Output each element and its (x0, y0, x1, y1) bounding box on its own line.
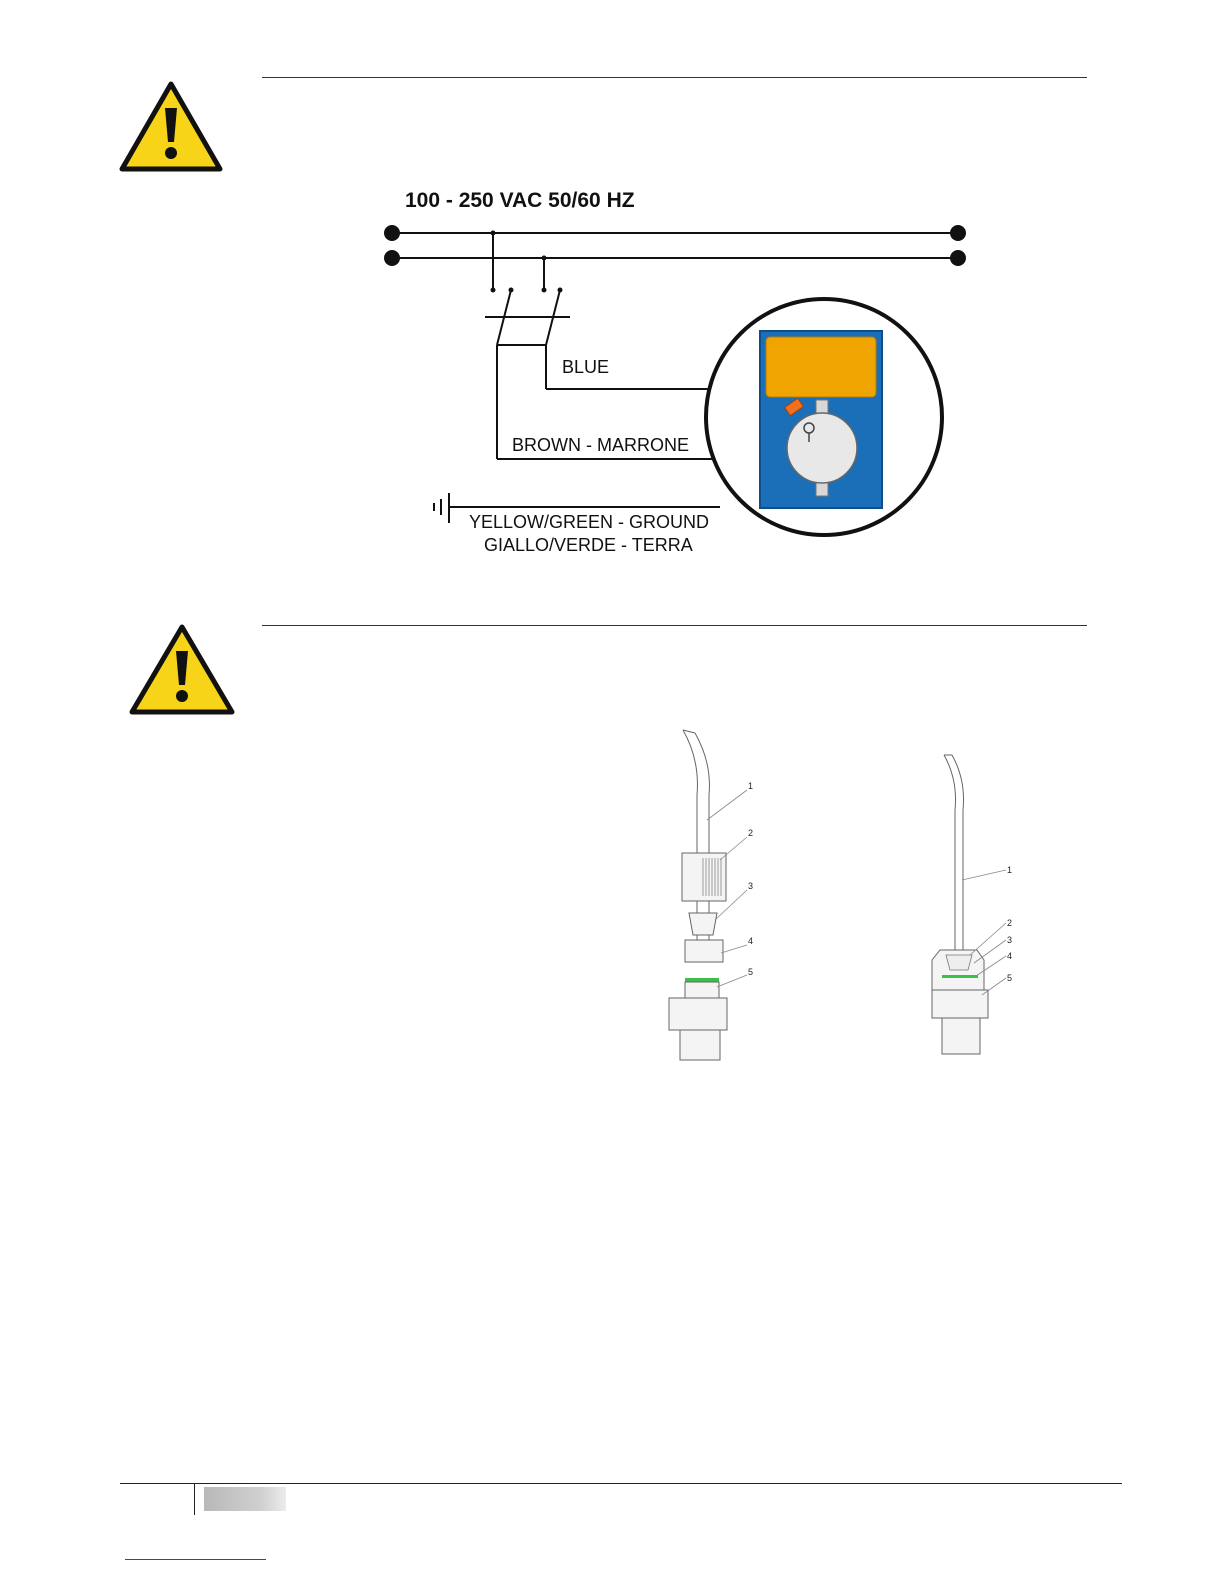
voltage-label: 100 - 250 VAC 50/60 HZ (405, 189, 635, 212)
callout-1: 1 (1007, 865, 1013, 875)
callout-2: 2 (748, 828, 754, 838)
callout-4: 4 (748, 936, 754, 946)
callout-3: 3 (1007, 935, 1013, 945)
ground-wire-label-en: YELLOW/GREEN - GROUND (469, 512, 710, 532)
footer-link-underline[interactable] (125, 1559, 266, 1560)
callout-5: 5 (1007, 973, 1013, 983)
callout-1: 1 (748, 781, 754, 791)
wiring-diagram (370, 180, 970, 570)
blue-wire-label: BLUE (562, 357, 610, 377)
dosing-pump-illustration (706, 299, 942, 535)
callout-4: 4 (1007, 951, 1013, 961)
brown-wire-label: BROWN - MARRONE (512, 435, 689, 455)
callout-2: 2 (1007, 918, 1013, 928)
section-divider-top (262, 77, 1087, 78)
footer-separator (194, 1484, 195, 1515)
warning-triangle-icon (118, 80, 224, 174)
footer-page-box (204, 1487, 286, 1511)
footer-divider (120, 1483, 1122, 1484)
section-divider-middle (262, 625, 1087, 626)
warning-triangle-icon (128, 623, 236, 717)
fitting-assembled-drawing (912, 750, 1032, 1065)
ground-wire-label-it: GIALLO/VERDE - TERRA (484, 535, 693, 555)
callout-3: 3 (748, 881, 754, 891)
fitting-exploded-drawing (655, 725, 775, 1065)
callout-5: 5 (748, 967, 754, 977)
